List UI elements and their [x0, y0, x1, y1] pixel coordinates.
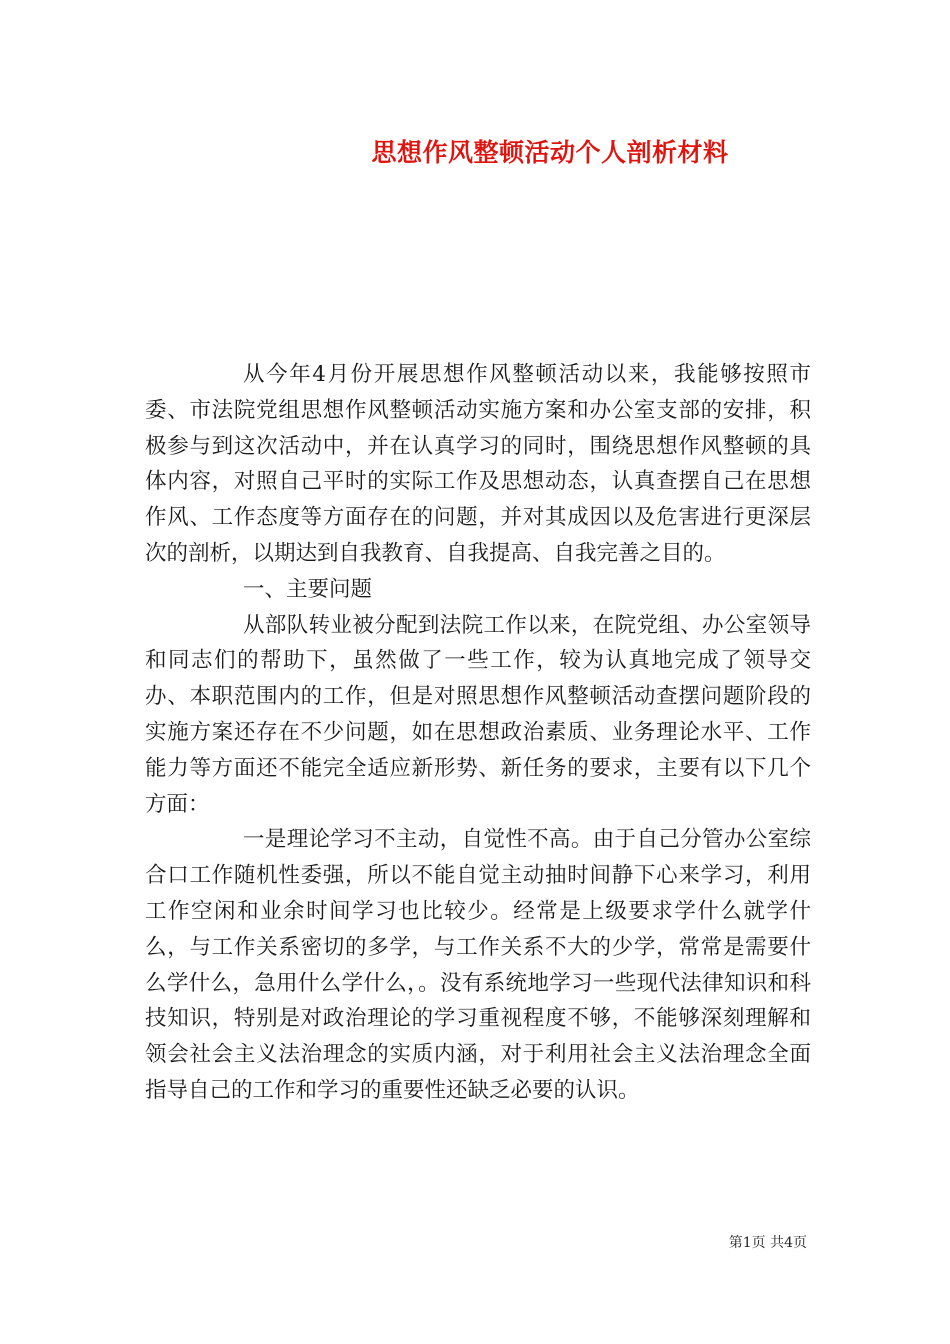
document-body — [145, 357, 811, 1109]
body-paragraph: 从部队转业被分配到法院工作以来，在院党组、办公室领导和同志们的帮助下，虽然做了一些工作，较为认真地完成了领导交办、本职范围内的工作，但是对照思想作风整顿活动查摆问题阶段的实施方案还存在不少问题，如在思想政治素质、业务理论水平、工作能力等方面还不能完全适应新形势、新任务的要求，主要有以下几个方面： — [145, 612, 811, 817]
page-number: 第1页 共4页 — [728, 1235, 807, 1251]
section-heading: 一、主要问题 — [243, 576, 373, 602]
document-title: 思想作风整顿活动个人剖析材料 — [371, 138, 729, 167]
intro-paragraph: 从今年4月份开展思想作风整顿活动以来，我能够按照市委、市法院党组思想作风整顿活动实施方案和办公室支部的安排，积极参与到这次活动中，并在认真学习的同时，围绕思想作风整顿的具体内容，对照自己平时的实际工作及思想动态，认真查摆自己在思想作风、工作态度等方面存在的问题，并对其成因以及危害进行更深层次的剖析，以期达到自我教育、自我提高、自我完善之目的。 — [145, 362, 811, 566]
body-paragraph: 一是理论学习不主动，自觉性不高。由于自己分管办公室综合口工作随机性委强，所以不能自觉主动抽时间静下心来学习，利用工作空闲和业余时间学习也比较少。经常是上级要求学什么就学什么，与工作关系密切的多学，与工作关系不大的少学，常常是需要什么学什么，急用什么学什么，。没有系统地学习一些现代法律知识和科技知识，特别是对政治理论的学习重视程度不够，不能够深刻理解和领会社会主义法治理念的实质内涵，对于利用社会主义法治理念全面指导自己的工作和学习的重要性还缺乏必要的认识。 — [145, 827, 811, 1103]
